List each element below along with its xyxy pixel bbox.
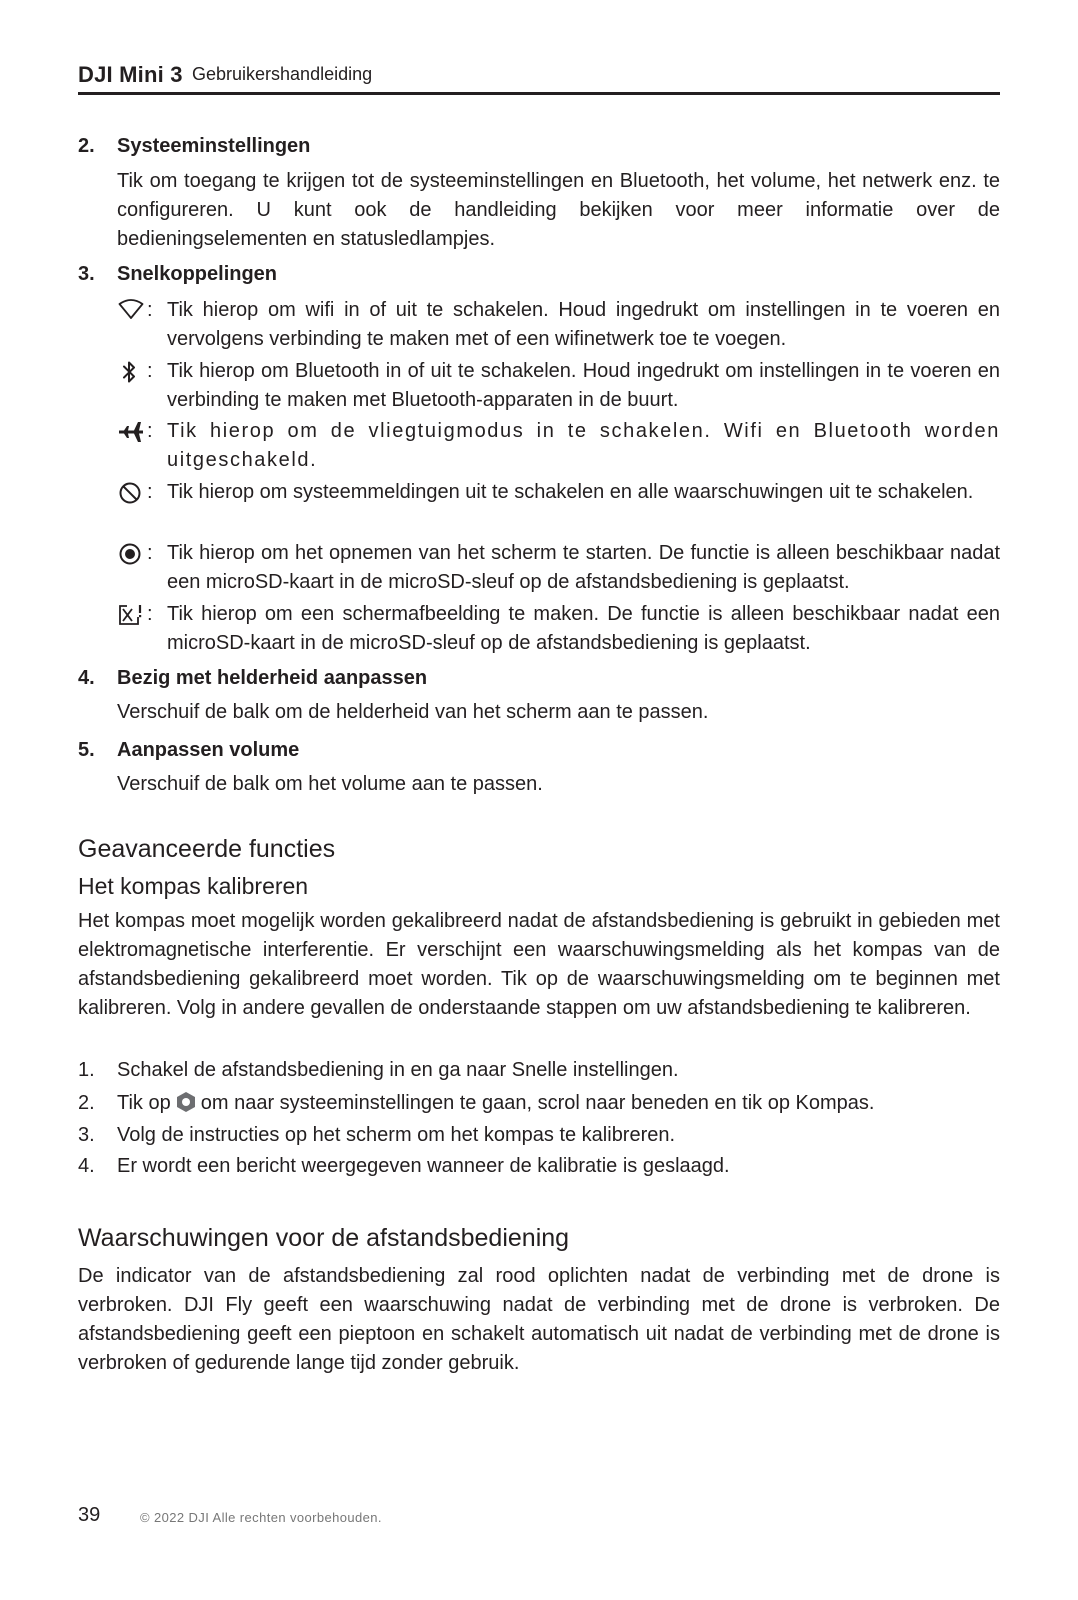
screen-record-icon	[118, 542, 144, 566]
bluetooth-icon	[118, 360, 144, 384]
settings-gear-icon	[175, 1091, 197, 1113]
compass-step: 3. Volg de instructies op het scherm om het kompas te kalibreren.	[78, 1124, 676, 1146]
item-number: 4.	[78, 667, 95, 689]
shortcut-description: Tik hierop om Bluetooth in of uit te schakelen. Houd ingedrukt om instellingen in te voeren en verbinding te maken met Bluetooth-apparaten in de buurt.	[167, 360, 1000, 411]
brightness-text: Verschuif de balk om de helderheid van het scherm aan te passen.	[117, 701, 709, 723]
shortcut-description: Tik hierop om een schermafbeelding te maken. De functie is alleen beschikbaar nadat een microSD-kaart in de microSD-sleuf op de afstandsbediening is geplaatst.	[167, 603, 1000, 654]
compass-step: 4. Er wordt een bericht weergegeven wanneer de kalibratie is geslaagd.	[78, 1155, 730, 1177]
item-title: Snelkoppelingen	[117, 263, 278, 285]
warnings-text: De indicator van de afstandsbediening zal rood oplichten nadat de verbinding met de drone is verbroken. DJI Fly geeft een waarschuwing nadat de verbinding met de drone is verbroken. De afstandsbediening geeft een pieptoon en schakelt automatisch uit nadat de verbinding met de drone is verbroken of gedurende lange tijd zonder gebruik.	[78, 1265, 1000, 1374]
shortcut-screenshot: : Tik hierop om een schermafbeelding te maken. De functie is alleen beschikbaar nadat een microSD-kaart in de microSD-sleuf op de afstandsbediening is geplaatst.	[118, 600, 1000, 658]
item-title: Bezig met helderheid aanpassen	[117, 667, 428, 689]
shortcut-airplane-mode: : Tik hierop om de vliegtuigmodus in te schakelen. Wifi en Bluetooth worden uitgeschakeld.	[118, 417, 1000, 475]
item-number: 5.	[78, 739, 95, 761]
shortcut-description: Tik hierop om wifi in of uit te schakelen. Houd ingedrukt om instellingen in te voeren en vervolgens verbinding te maken met of een wifinetwerk toe te voegen.	[167, 299, 1000, 350]
shortcut-screen-record: : Tik hierop om het opnemen van het scherm te starten. De functie is alleen beschikbaar nadat een microSD-kaart in de microSD-sleuf op de afstandsbediening is geplaatst.	[118, 539, 1000, 597]
shortcut-description: Tik hierop om de vliegtuigmodus in te schakelen. Wifi en Bluetooth worden uitgeschakeld.	[167, 420, 1000, 471]
item-number: 3.	[78, 263, 95, 285]
shortcut-bluetooth: : Tik hierop om Bluetooth in of uit te schakelen. Houd ingedrukt om instellingen in te voeren en verbinding te maken met Bluetooth-apparaten in de buurt.	[118, 357, 1000, 415]
shortcut-do-not-disturb: : Tik hierop om systeemmeldingen uit te schakelen en alle waarschuwingen uit te schakelen.	[118, 478, 1000, 536]
subsection-heading-compass: Het kompas kalibreren	[78, 873, 309, 899]
compass-step: 2. Tik op om naar systeeminstellingen te gaan, scrol naar beneden en tik op Kompas.	[78, 1092, 875, 1114]
section-heading-warnings: Waarschuwingen voor de afstandsbediening	[78, 1224, 570, 1252]
compass-intro-text: Het kompas moet mogelijk worden gekalibreerd nadat de afstandsbediening is gebruikt in gebieden met elektromagnetische interferentie. Er verschijnt een waarschuwingsmelding als het kompas van de afstandsbediening gekalibreerd moet worden. Tik op de waarschuwingsmelding om te beginnen met kalibreren. Volg in andere gevallen de onderstaande stappen om uw afstandsbediening te kalibreren.	[78, 910, 1000, 1019]
page-number: 39	[78, 1504, 101, 1526]
item-title: Systeeminstellingen	[117, 135, 311, 157]
compass-step: 1. Schakel de afstandsbediening in en ga naar Snelle instellingen.	[78, 1059, 679, 1081]
shortcut-wifi: : Tik hierop om wifi in of uit te schakelen. Houd ingedrukt om instellingen in te voeren en vervolgens verbinding te maken met of een wifinetwerk toe te voegen.	[118, 296, 1000, 354]
airplane-icon	[118, 420, 144, 444]
volume-text: Verschuif de balk om het volume aan te passen.	[117, 773, 543, 795]
product-name: DJI Mini 3	[78, 62, 183, 87]
shortcut-description: Tik hierop om het opnemen van het scherm te starten. De functie is alleen beschikbaar nadat een microSD-kaart in de microSD-sleuf op de afstandsbediening is geplaatst.	[167, 542, 1000, 593]
system-settings-text: Tik om toegang te krijgen tot de systeeminstellingen en Bluetooth, het volume, het netwerk enz. te configureren. U kunt ook de handleiding bekijken voor meer informatie over de bedieningselementen en statusledlampjes.	[117, 170, 1000, 250]
item-title: Aanpassen volume	[117, 739, 300, 761]
page-header	[78, 58, 1000, 95]
item-number: 2.	[78, 135, 95, 157]
manual-page	[78, 0, 1000, 1600]
manual-title: Gebruikershandleiding	[192, 64, 373, 84]
shortcut-description: Tik hierop om systeemmeldingen uit te schakelen en alle waarschuwingen uit te schakelen.	[167, 481, 974, 503]
do-not-disturb-icon	[118, 481, 144, 505]
wifi-icon	[118, 299, 144, 323]
section-heading-advanced: Geavanceerde functies	[78, 835, 336, 863]
copyright-notice: © 2022 DJI Alle rechten voorbehouden.	[140, 1510, 382, 1525]
screenshot-icon	[118, 603, 144, 627]
